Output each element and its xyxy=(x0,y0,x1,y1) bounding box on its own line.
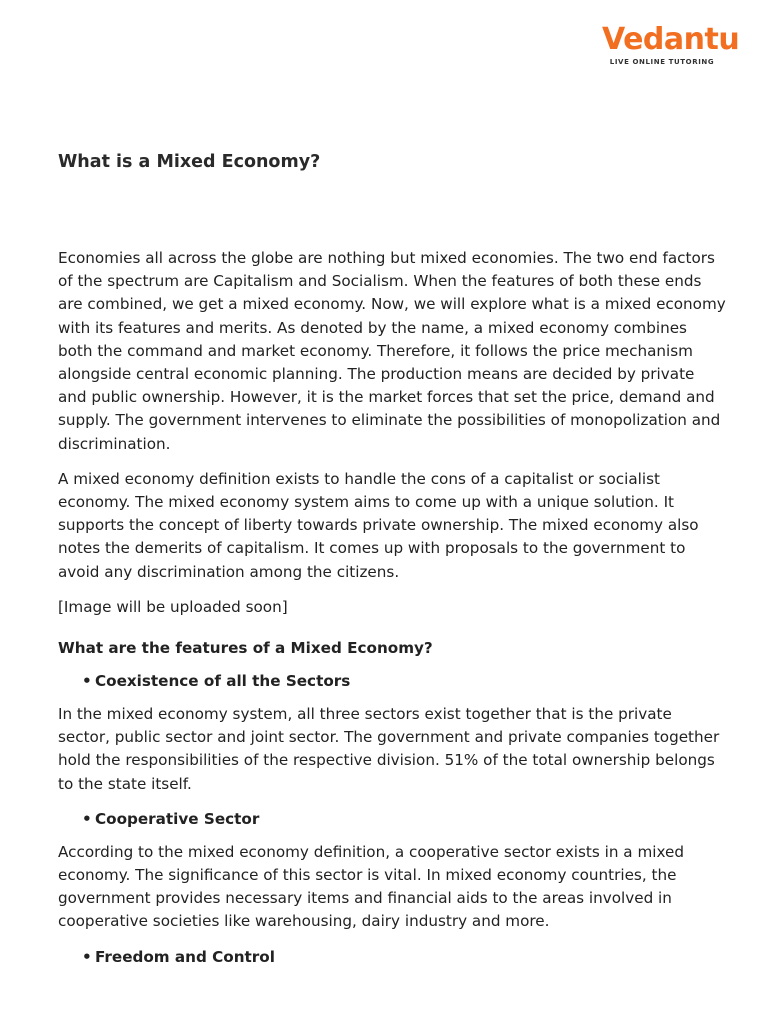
article-body xyxy=(58,247,726,979)
feature-bullet-freedom xyxy=(82,946,726,969)
logo-tagline: LIVE ONLINE TUTORING xyxy=(609,58,715,66)
logo-wordmark: Vedantu xyxy=(602,22,740,57)
features-heading: What are the features of a Mixed Economy? xyxy=(58,639,433,658)
intro-paragraph: Economies all across the globe are nothing but mixed economies. The two end factors of the spectrum are Capitalism and Socialism. When the features of both these ends are combined, we get a mixed economy. Now, we will explore what is a mixed economy with its features and merits. As denoted by the name, a mixed economy combines both the command and market economy. Therefore, it follows the price mechanism alongside central economic planning. The production means are decided by private and public ownership. However, it is the market forces that set the price, demand and supply. The government intervenes to eliminate the possibilities of monopolization and discrimination. xyxy=(58,249,726,453)
bullet-icon: • xyxy=(82,672,92,691)
image-placeholder-text: [Image will be uploaded soon] xyxy=(58,597,288,616)
feature-title: Cooperative Sector xyxy=(95,809,260,828)
feature-bullet-coexistence xyxy=(82,670,726,693)
feature-paragraph-cooperative: According to the mixed economy definition, a cooperative sector exists in a mixed economy. The significance of this sector is vital. In mixed economy countries, the government provides necessary items and financial aids to the areas involved in cooperative societies like warehousing, dairy industry and more. xyxy=(58,842,684,931)
bullet-icon: • xyxy=(82,947,92,966)
feature-paragraph-coexistence: In the mixed economy system, all three sectors exist together that is the private sector, public sector and joint sector. The government and private companies together hold the responsibilities of the respective division. 51% of the total ownership belongs to the state itself. xyxy=(58,705,720,793)
page-title: What is a Mixed Economy? xyxy=(58,152,321,172)
feature-title: Coexistence of all the Sectors xyxy=(95,672,351,691)
feature-title: Freedom and Control xyxy=(95,947,275,966)
vedantu-logo xyxy=(602,22,740,66)
definition-paragraph: A mixed economy definition exists to handle the cons of a capitalist or socialist economy. The mixed economy system aims to come up with a unique solution. It supports the concept of liberty towards private ownership. The mixed economy also notes the demerits of capitalism. It comes up with proposals to the government to avoid any discrimination among the citizens. xyxy=(58,469,699,581)
bullet-icon: • xyxy=(82,809,92,828)
feature-bullet-cooperative xyxy=(82,808,726,831)
